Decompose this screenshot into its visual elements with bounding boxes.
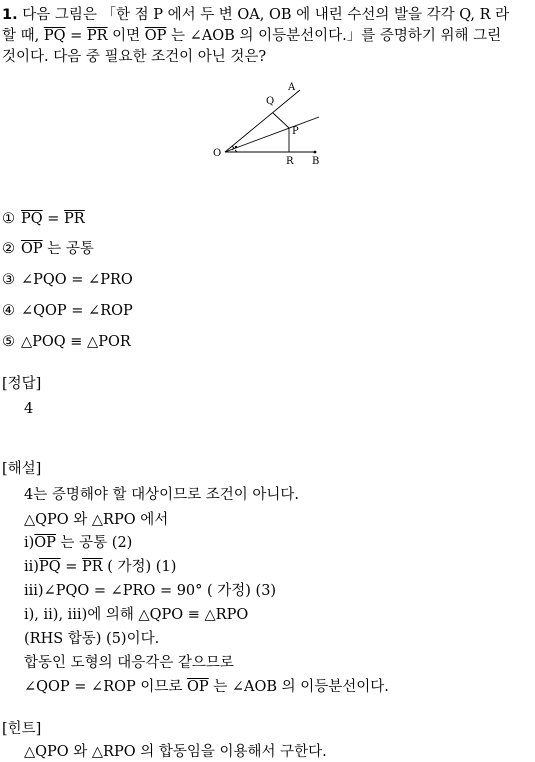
explanation-line-8: 합동인 도형의 대응각은 같으므로 bbox=[24, 655, 234, 671]
angle-bisector-figure bbox=[205, 78, 335, 168]
question-text-2b: 이면 bbox=[107, 28, 145, 44]
hint-text: △QPO 와 △RPO 의 합동임을 이용해서 구한다. bbox=[24, 744, 327, 760]
question-line-3 bbox=[2, 48, 266, 66]
segment-op: $\overline{OP}$ bbox=[144, 28, 167, 44]
choice-1-eq: = bbox=[42, 211, 65, 227]
question-text-1: 다음 그림은 「한 점 P 에서 두 변 OA, OB 에 내린 수선의 발을 각각 Q, R 라 bbox=[22, 7, 510, 23]
label-b: B bbox=[312, 156, 320, 167]
choice-3[interactable] bbox=[2, 271, 133, 289]
explanation-eq: = bbox=[60, 559, 82, 575]
choice-4[interactable] bbox=[2, 302, 133, 320]
choice-1-pq: $\overline{PQ}$ bbox=[21, 211, 43, 227]
angle-dot bbox=[235, 146, 237, 148]
explanation-line-1: 4는 증명해야 할 대상이므로 조건이 아니다. bbox=[24, 487, 299, 503]
choice-5-mark: ⑤ bbox=[2, 334, 15, 350]
point-b-dot bbox=[314, 151, 317, 154]
explanation-l3-text: 는 공통 (2) bbox=[55, 535, 133, 551]
explanation-l9-b: 는 ∠AOB 의 이등분선이다. bbox=[208, 679, 389, 695]
angle-mark-upper bbox=[232, 146, 234, 150]
explanation-l9-op: $\overline{OP}$ bbox=[187, 679, 209, 695]
choice-3-text: ∠PQO = ∠PRO bbox=[21, 272, 133, 288]
choice-1-pr: $\overline{PR}$ bbox=[64, 211, 85, 227]
explanation-line-9 bbox=[24, 678, 389, 696]
explanation-l4-text: ( 가정) (1) bbox=[102, 559, 177, 575]
explanation-pr: $\overline{PR}$ bbox=[81, 559, 103, 575]
explanation-line-7: (RHS 합동) (5)이다. bbox=[24, 631, 160, 647]
segment-pr: $\overline{PR}$ bbox=[86, 28, 108, 44]
explanation-heading: [해설] bbox=[2, 461, 42, 477]
question-line-1 bbox=[2, 6, 509, 24]
explanation-op: $\overline{OP}$ bbox=[34, 535, 56, 551]
choice-2-text: 는 공통 bbox=[42, 241, 94, 257]
equals-sign: = bbox=[65, 28, 87, 44]
choice-2-op: $\overline{OP}$ bbox=[21, 241, 43, 257]
choice-1[interactable] bbox=[2, 210, 85, 228]
question-number: 1. bbox=[2, 7, 18, 23]
explanation-pq: $\overline{PQ}$ bbox=[38, 559, 61, 575]
question-line-2 bbox=[2, 27, 501, 45]
answer-heading: [정답] bbox=[2, 376, 42, 392]
explanation-line-5: ⅲ)∠PQO = ∠PRO = 90° ( 가정) (3) bbox=[24, 583, 277, 599]
choice-2-mark: ② bbox=[2, 241, 15, 257]
explanation-line-2: △QPO 와 △RPO 에서 bbox=[24, 512, 169, 528]
label-o: O bbox=[213, 148, 222, 159]
question-text-3: 것이다. 다음 중 필요한 조건이 아닌 것은? bbox=[2, 49, 267, 65]
choice-5-text: △POQ ≡ △POR bbox=[21, 334, 131, 350]
explanation-l9-a: ∠QOP = ∠ROP 이므로 bbox=[24, 679, 187, 695]
perpendicular-pq bbox=[273, 113, 289, 128]
question-text-2c: 는 ∠AOB 의 이등분선이다.」를 증명하기 위해 그린 bbox=[166, 28, 502, 44]
hint-heading: [힌트] bbox=[2, 721, 42, 737]
choice-4-text: ∠QOP = ∠ROP bbox=[21, 303, 133, 319]
choice-5[interactable] bbox=[2, 333, 131, 351]
choice-1-mark: ① bbox=[2, 211, 15, 227]
choice-2[interactable] bbox=[2, 240, 94, 258]
label-r: R bbox=[286, 156, 294, 167]
explanation-line-6: ⅰ), ⅱ), ⅲ)에 의해 △QPO ≡ △RPO bbox=[24, 607, 249, 623]
question-text-2a: 할 때, bbox=[2, 28, 44, 44]
explanation-line-4 bbox=[24, 558, 176, 576]
segment-pq: $\overline{PQ}$ bbox=[43, 28, 66, 44]
choice-4-mark: ④ bbox=[2, 303, 15, 319]
label-p: P bbox=[292, 126, 299, 137]
bisector-op bbox=[225, 117, 319, 152]
label-q: Q bbox=[266, 96, 275, 107]
roman-2: ⅱ) bbox=[24, 559, 39, 575]
explanation-line-3 bbox=[24, 534, 132, 552]
roman-1: ⅰ) bbox=[24, 535, 35, 551]
label-a: A bbox=[288, 82, 296, 93]
choice-3-mark: ③ bbox=[2, 272, 15, 288]
answer-value: 4 bbox=[24, 401, 34, 417]
